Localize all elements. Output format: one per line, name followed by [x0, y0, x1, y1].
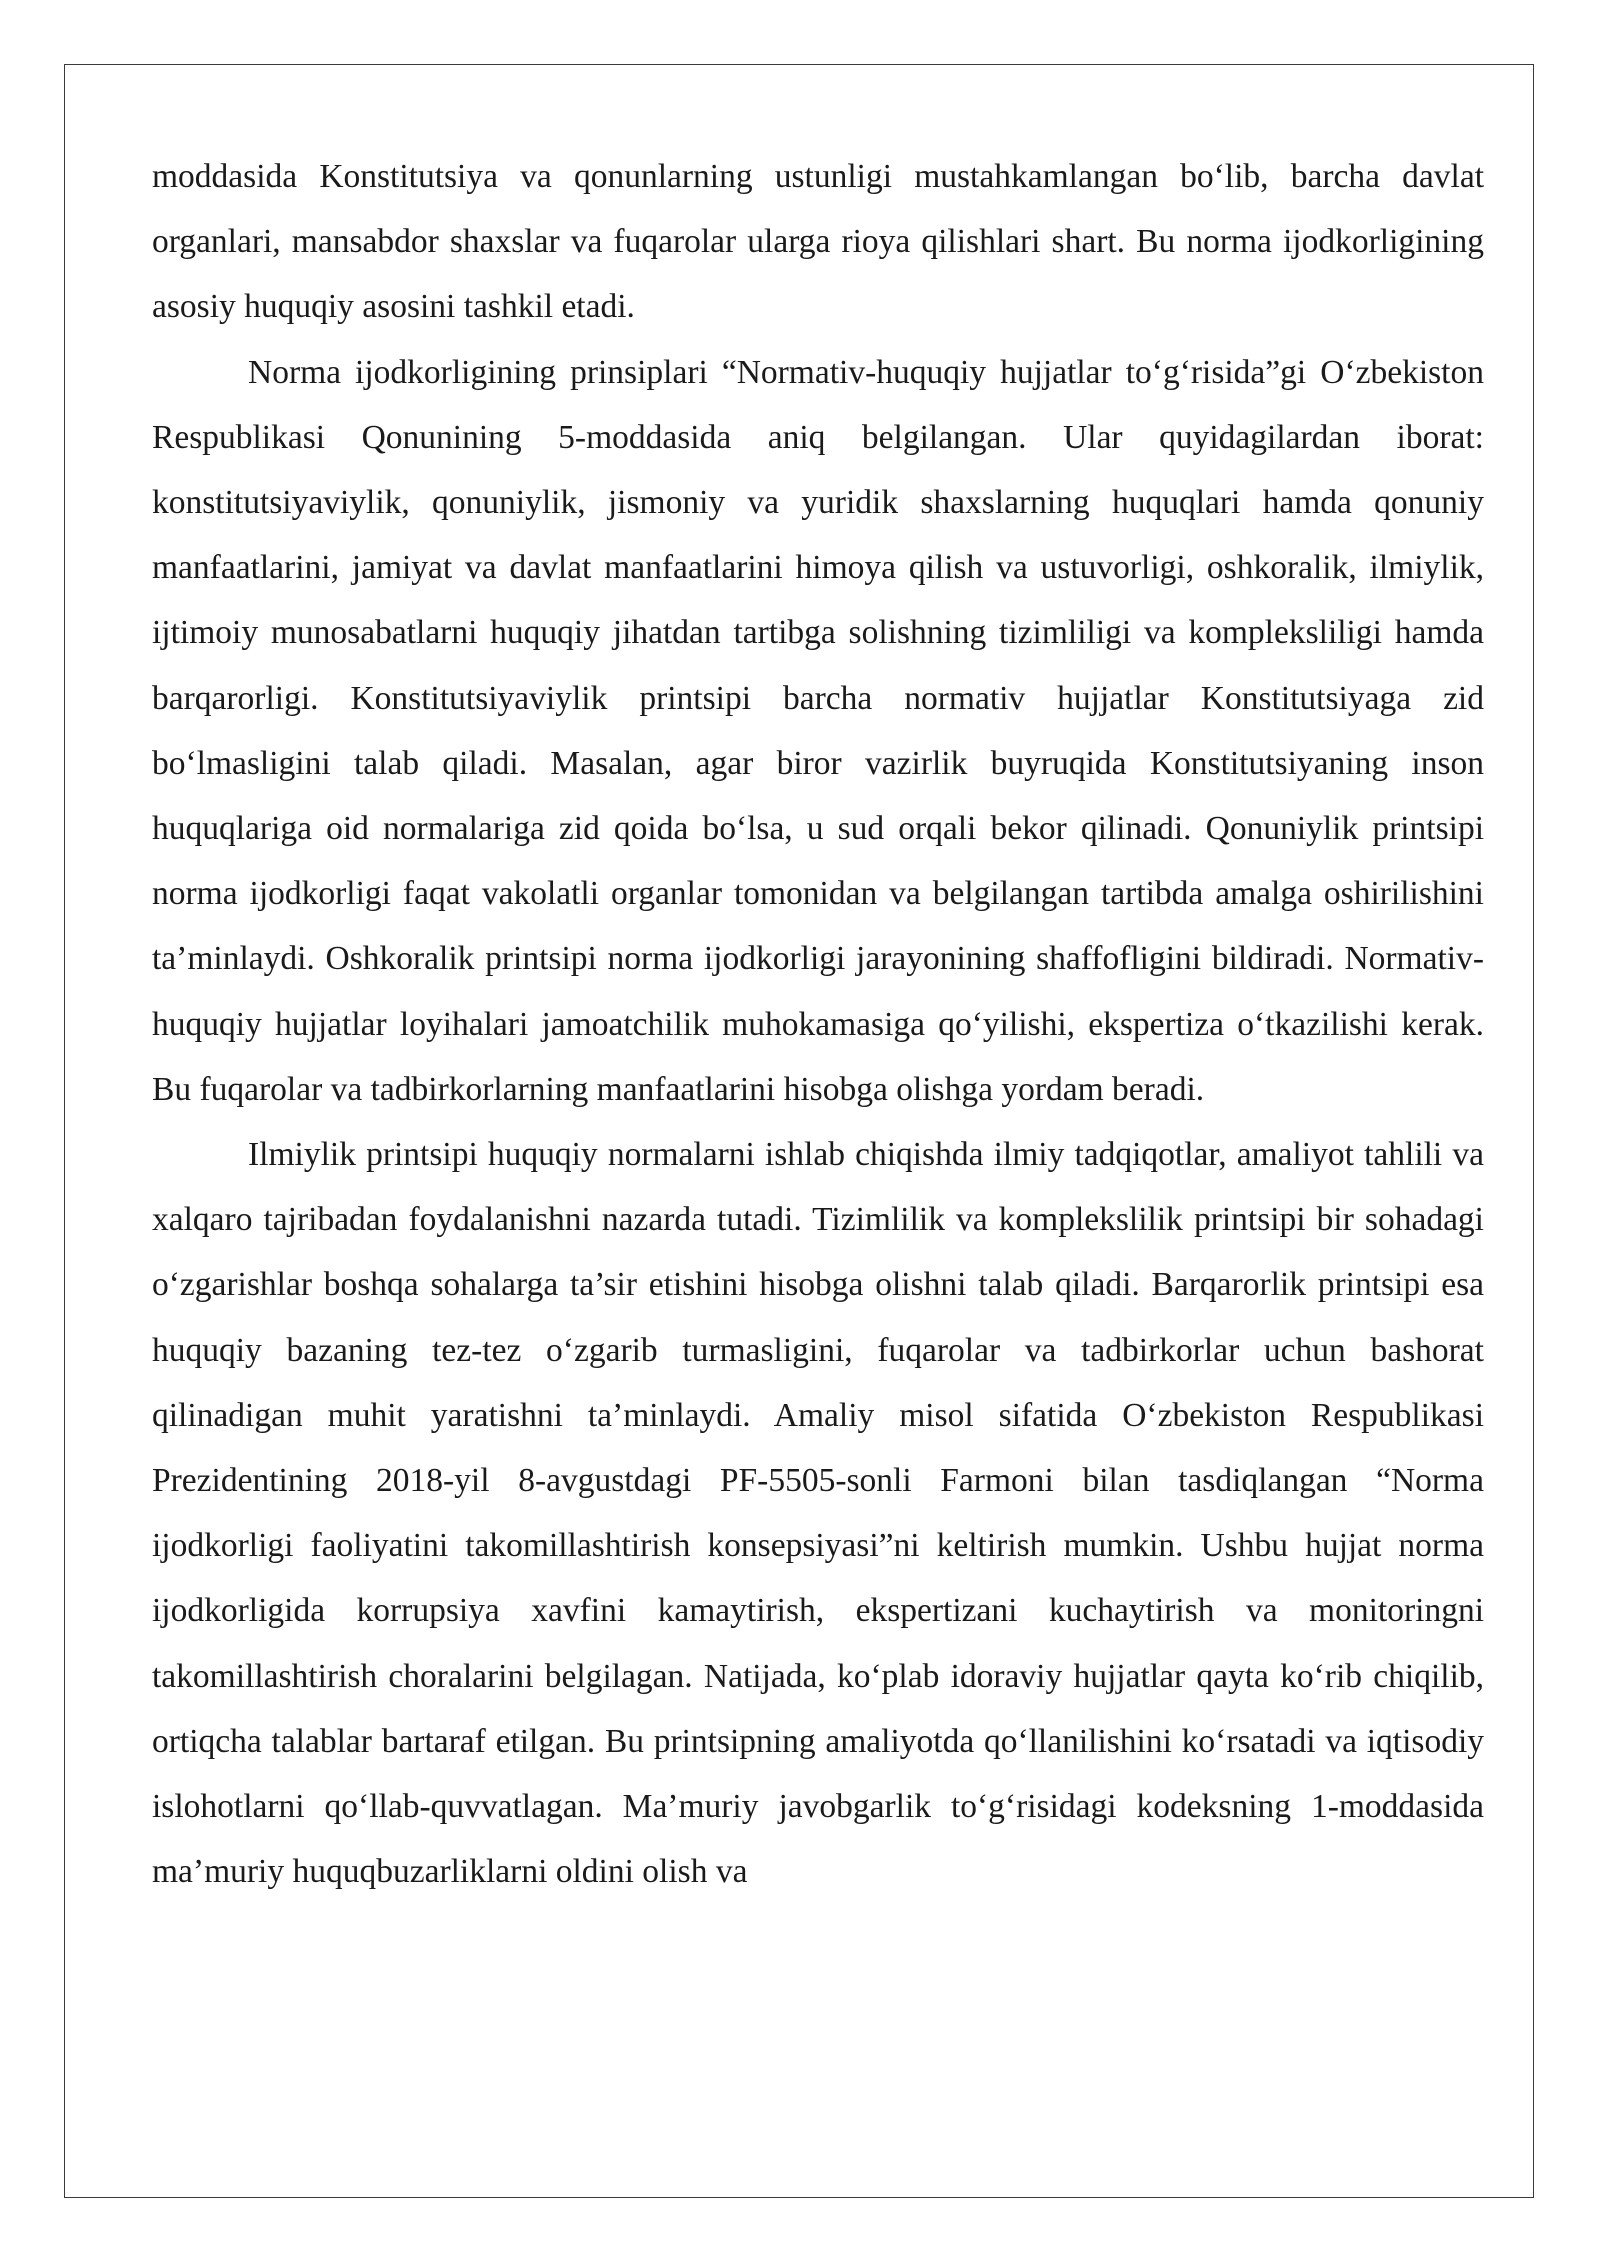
paragraph-scientific-principle: Ilmiylik printsipi huquqiy normalarni ishlab chiqishda ilmiy tadqiqotlar, amaliyot tahlili va xalqaro tajribadan foydalanishni nazarda tutadi. Tizimlilik va komplekslilik printsipi bir sohadagi o‘zgarishlar boshqa sohalarga ta’sir etishini hisobga olishni talab qiladi. Barqarorlik printsipi esa huquqiy bazaning tez-tez o‘zgarib turmasligini, fuqarolar va tadbirkorlar uchun bashorat qilinadigan muhit yaratishni ta’minlaydi. Amaliy misol sifatida O‘zbekiston Respublikasi Prezidentining 2018-yil 8-avgustdagi PF-5505-sonli Farmoni bilan tasdiqlangan “Norma ijodkorligi faoliyatini takomillashtirish konsepsiyasi”ni keltirish mumkin. Ushbu hujjat norma ijodkorligida korrupsiya xavfini kamaytirish, ekspertizani kuchaytirish va monitoringni takomillashtirish choralarini belgilagan. Natijada, ko‘plab idoraviy hujjatlar qayta ko‘rib chiqilib, ortiqcha talablar bartaraf etilgan. Bu printsipning amaliyotda qo‘llanilishini ko‘rsatadi va iqtisodiy islohotlarni qo‘llab-quvvatlagan. Ma’muriy javobgarlik to‘g‘risidagi kodeksning 1-moddasida ma’muriy huquqbuzarliklarni oldini olish va	[152, 1136, 1484, 1891]
paragraph-continuation: moddasida Konstitutsiya va qonunlarning ustunligi mustahkamlangan bo‘lib, barcha davlat organlari, mansabdor shaxslar va fuqarolar ularga rioya qilishlari shart. Bu norma ijodkorligining asosiy huquqiy asosini tashkil etadi.	[152, 158, 1484, 326]
document-body	[152, 144, 1484, 1904]
paragraph-principles: Norma ijodkorligining prinsiplari “Normativ-huquqiy hujjatlar to‘g‘risida”gi O‘zbekiston Respublikasi Qonunining 5-moddasida aniq belgilangan. Ular quyidagilardan iborat: konstitutsiyaviylik, qonuniylik, jismoniy va yuridik shaxslarning huquqlari hamda qonuniy manfaatlarini, jamiyat va davlat manfaatlarini himoya qilish va ustuvorligi, oshkoralik, ilmiylik, ijtimoiy munosabatlarni huquqiy jihatdan tartibga solishning tizimliligi va kompleksliligi hamda barqarorligi. Konstitutsiyaviylik printsipi barcha normativ hujjatlar Konstitutsiyaga zid bo‘lmasligini talab qiladi. Masalan, agar biror vazirlik buyruqida Konstitutsiyaning inson huquqlariga oid normalariga zid qoida bo‘lsa, u sud orqali bekor qilinadi. Qonuniylik printsipi norma ijodkorligi faqat vakolatli organlar tomonidan va belgilangan tartibda amalga oshirilishini ta’minlaydi. Oshkoralik printsipi norma ijodkorligi jarayonining shaffofligini bildiradi. Normativ-huquqiy hujjatlar loyihalari jamoatchilik muhokamasiga qo‘yilishi, ekspertiza o‘tkazilishi kerak. Bu fuqarolar va tadbirkorlarning manfaatlarini hisobga olishga yordam beradi.	[152, 353, 1484, 1108]
